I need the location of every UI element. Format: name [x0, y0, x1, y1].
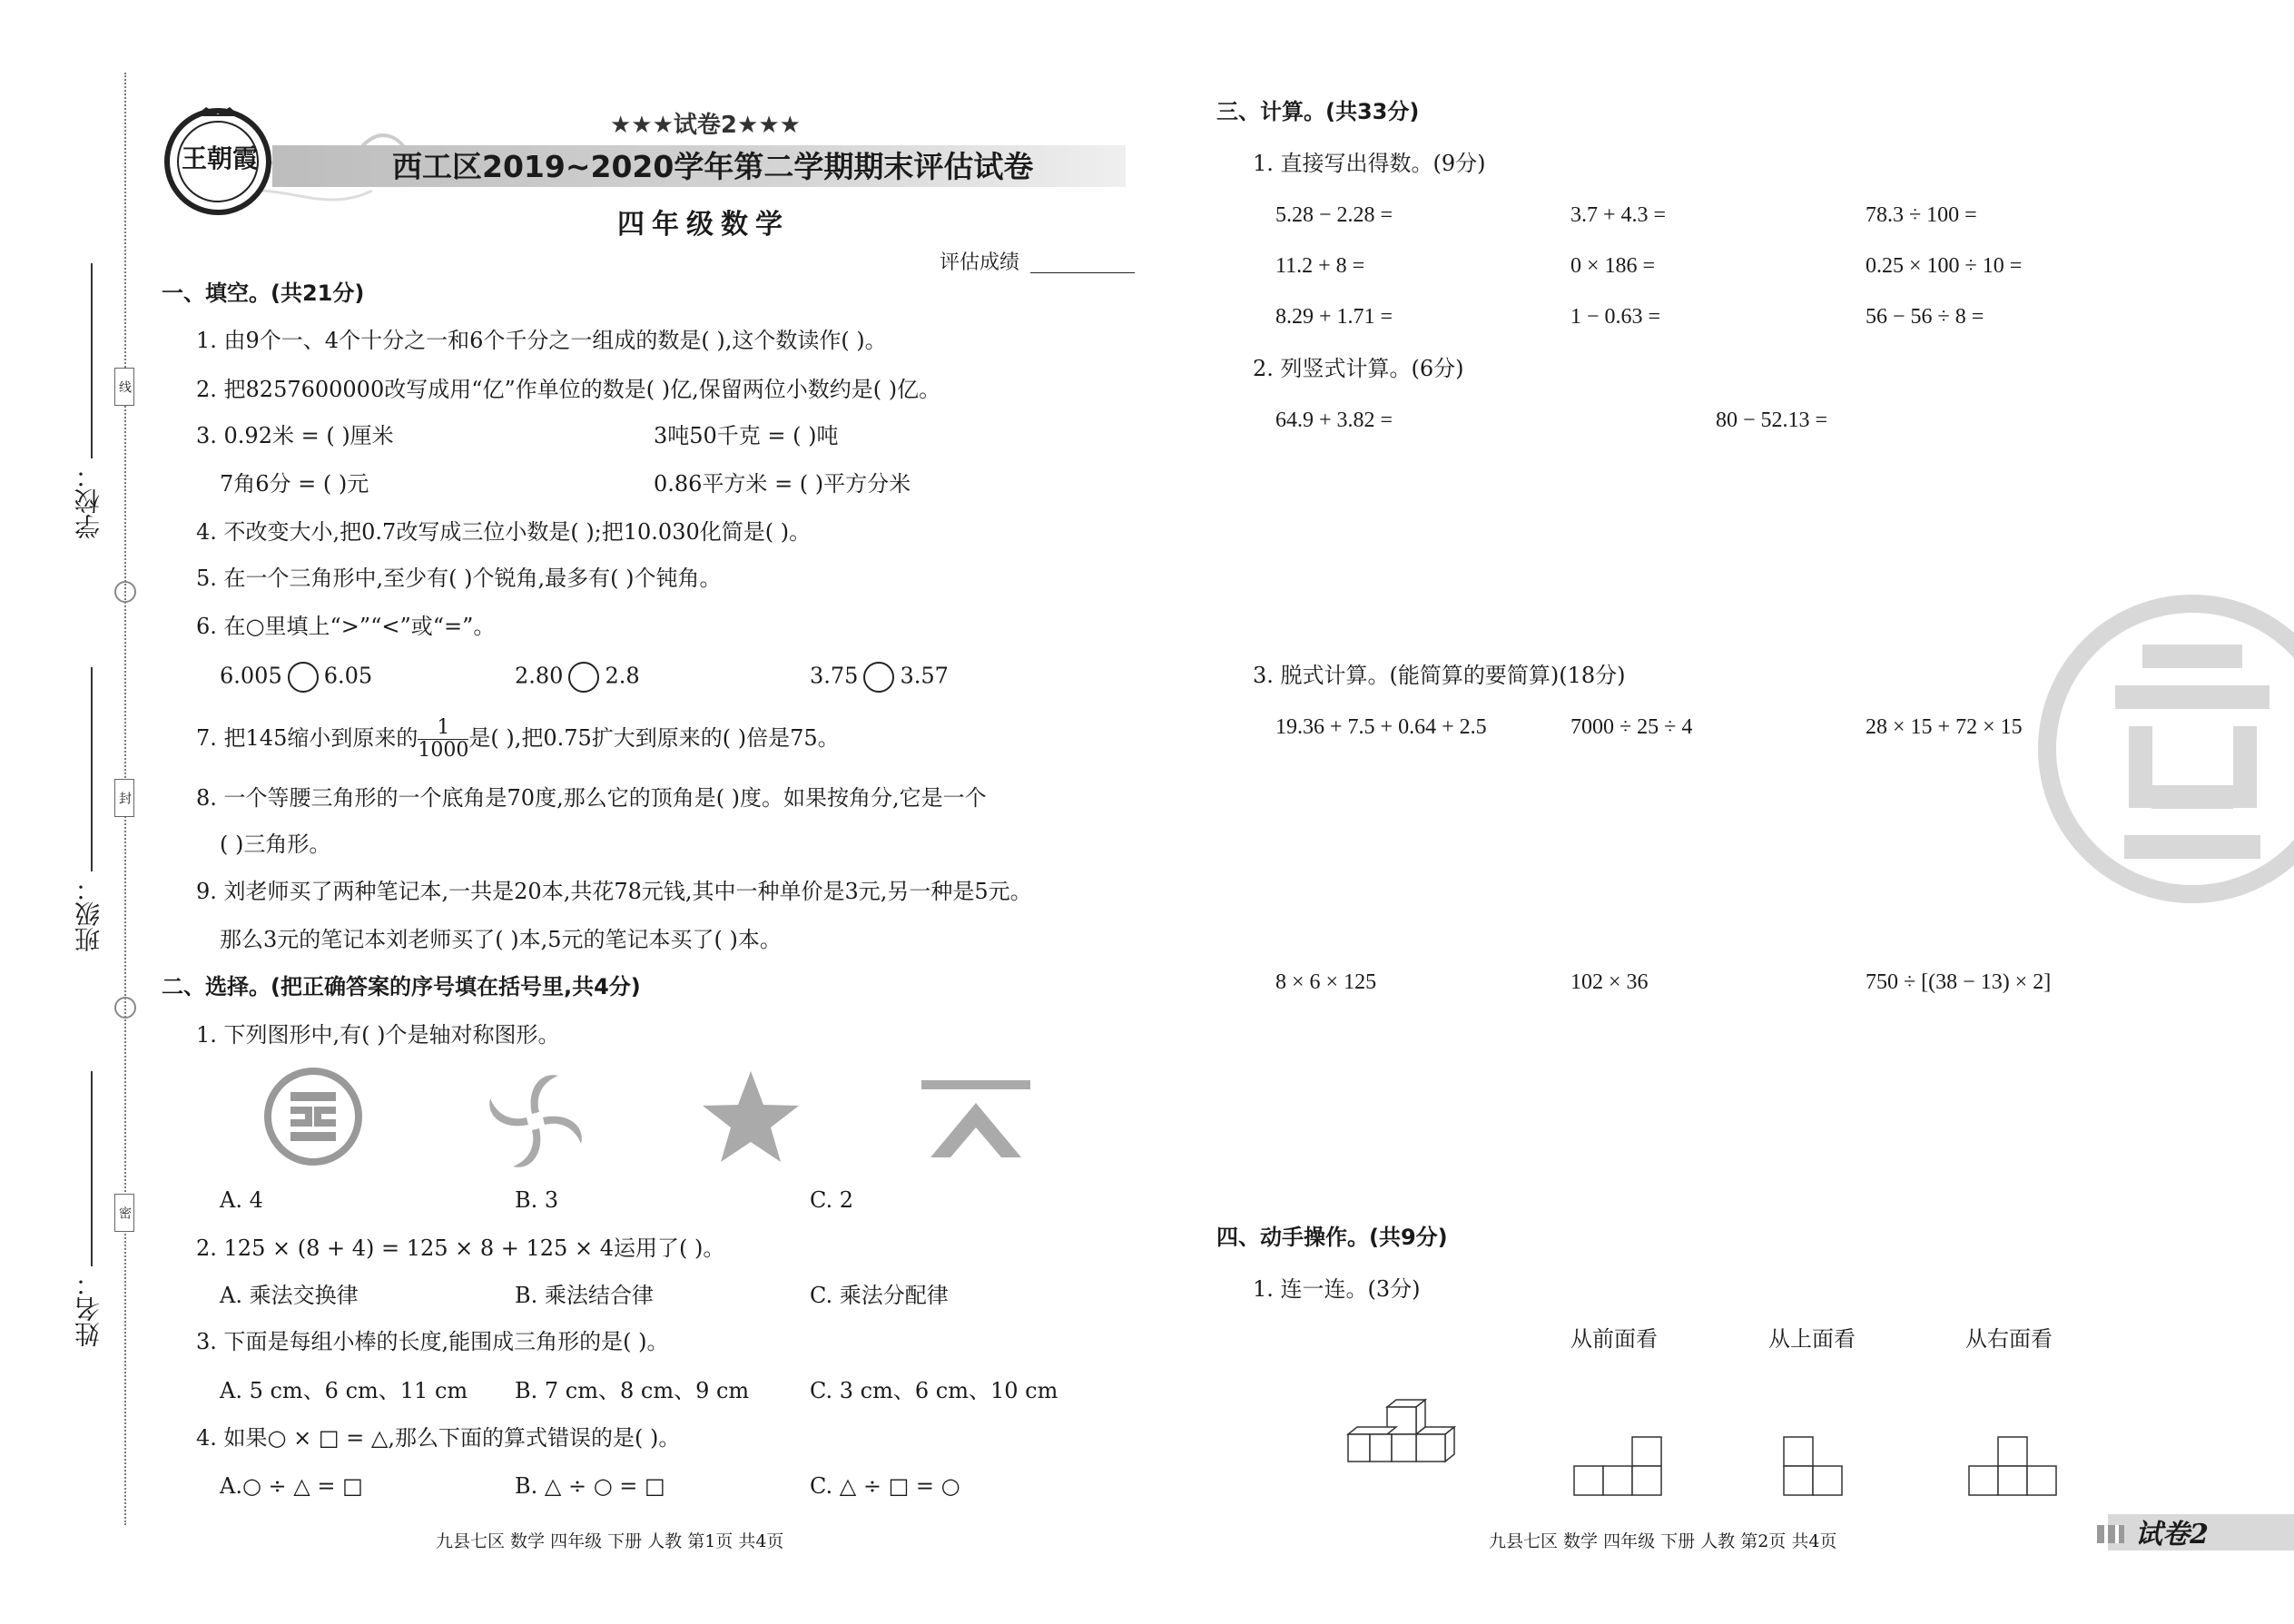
s2-q3-option[interactable]: A. 5 cm、6 cm、11 cm	[220, 1378, 468, 1403]
front-view-figure-icon[interactable]	[1570, 1434, 1670, 1498]
stepwise-item: 750 ÷ [(38 − 13) × 2]	[1866, 970, 2052, 994]
s2-q2-option[interactable]: A. 乘法交换律	[220, 1283, 359, 1308]
vertical-calc-item: 64.9 + 3.82 =	[1275, 408, 1393, 432]
s1-q3c: 7角6分 = ( )元	[220, 471, 369, 497]
page-tag-squares-icon	[2097, 1525, 2124, 1543]
s2-q1: 1. 下列图形中,有( )个是轴对称图形。	[196, 1022, 560, 1048]
calc-item: 3.7 + 4.3 =	[1570, 203, 1667, 227]
compare-left: 2.80	[515, 663, 564, 689]
view-label-right: 从右面看	[1965, 1326, 2053, 1352]
class-blank	[91, 667, 93, 871]
s3-sub1: 1. 直接写出得数。(9分)	[1253, 151, 1486, 176]
s3-sub3: 3. 脱式计算。(能简算的要简算)(18分)	[1253, 663, 1626, 688]
compare-right: 3.57	[900, 663, 949, 689]
seal-mark: 封	[114, 779, 134, 817]
s1-q9a: 9. 刘老师买了两种笔记本,一共是20本,共花78元钱,其中一种单价是3元,另一种是5元。	[196, 879, 1032, 904]
s1-q7	[196, 713, 840, 763]
score-blank[interactable]	[1030, 272, 1135, 273]
binding-knot-icon	[114, 997, 136, 1019]
calc-item: 11.2 + 8 =	[1275, 254, 1365, 278]
s2-q1-option[interactable]: B. 3	[515, 1187, 559, 1213]
s1-q3a: 3. 0.92米 = ( )厘米	[196, 423, 394, 448]
s1-q8a: 8. 一个等腰三角形的一个底角是70度,那么它的顶角是( )度。如果按角分,它是一个	[196, 785, 987, 811]
s2-q2: 2. 125 × (8 + 4) = 125 × 8 + 125 × 4运用了( )。	[196, 1235, 725, 1261]
name-label: 姓名：	[74, 1271, 103, 1347]
line-mark: 线	[114, 368, 134, 406]
compare-item	[220, 662, 372, 693]
compare-left: 3.75	[810, 663, 859, 689]
s2-q4-option[interactable]: A.○ ÷ △ = □	[220, 1473, 363, 1499]
s3-sub2: 2. 列竖式计算。(6分)	[1253, 356, 1464, 381]
compare-item	[810, 662, 949, 693]
stepwise-item: 28 × 15 + 72 × 15	[1866, 715, 2023, 739]
s2-q3-option[interactable]: B. 7 cm、8 cm、9 cm	[515, 1378, 750, 1403]
s2-q4: 4. 如果○ × □ = △,那么下面的算式错误的是( )。	[196, 1425, 681, 1451]
s1-q9b: 那么3元的笔记本刘老师买了( )本,5元的笔记本买了( )本。	[220, 927, 782, 952]
s1-q3b: 3吨50千克 = ( )吨	[654, 423, 839, 448]
fraction-numerator: 1	[418, 717, 468, 740]
view-label-top: 从上面看	[1768, 1326, 1856, 1352]
footer-left: 九县七区 数学 四年级 下册 人教 第1页 共4页	[436, 1531, 784, 1551]
compare-right: 2.8	[605, 663, 640, 689]
logo-text: 王朝霞	[182, 143, 259, 173]
s2-q1-option[interactable]: C. 2	[810, 1187, 854, 1213]
section2-heading: 二、选择。(把正确答案的序号填在括号里,共4分)	[162, 974, 641, 999]
section1-heading: 一、填空。(共21分)	[162, 281, 365, 306]
compare-circle[interactable]	[288, 662, 319, 693]
calc-item: 0 × 186 =	[1570, 254, 1656, 278]
exam-badge: ★★★试卷2★★★	[610, 112, 801, 139]
s1-q5: 5. 在一个三角形中,至少有( )个锐角,最多有( )个钝角。	[196, 566, 722, 591]
s1-q3d: 0.86平方米 = ( )平方分米	[654, 471, 911, 497]
exam-title: 西工区2019~2020学年第二学期期末评估试卷	[392, 149, 1034, 184]
cube-stack-figure-icon[interactable]	[1344, 1398, 1471, 1471]
section4-heading: 四、动手操作。(共9分)	[1216, 1225, 1448, 1250]
stepwise-item: 102 × 36	[1570, 970, 1649, 994]
s4-sub1: 1. 连一连。(3分)	[1253, 1276, 1421, 1302]
pinwheel-figure-icon	[481, 1067, 590, 1176]
class-label: 班级：	[74, 876, 103, 952]
score-label: 评估成绩	[940, 251, 1020, 274]
s2-q4-option[interactable]: C. △ ÷ □ = ○	[810, 1473, 960, 1499]
view-label-front: 从前面看	[1570, 1326, 1658, 1352]
right-view-figure-icon[interactable]	[1965, 1434, 2065, 1498]
calc-item: 0.25 × 100 ÷ 10 =	[1866, 254, 2023, 278]
secret-watermark-icon	[2024, 581, 2294, 917]
top-view-figure-icon[interactable]	[1779, 1434, 1852, 1498]
fraction	[418, 717, 468, 762]
calc-item: 5.28 − 2.28 =	[1275, 203, 1393, 227]
s1-q7-pre: 7. 把145缩小到原来的	[196, 725, 418, 751]
fraction-denominator: 1000	[418, 739, 469, 762]
s1-q2: 2. 把8257600000改写成用“亿”作单位的数是( )亿,保留两位小数约是( )亿。	[196, 377, 941, 402]
name-blank	[91, 1071, 93, 1266]
s1-q4: 4. 不改变大小,把0.7改写成三位小数是( );把10.030化简是( )。	[196, 519, 812, 545]
s1-q1: 1. 由9个一、4个十分之一和6个千分之一组成的数是( ),这个数读作( )。	[196, 328, 887, 353]
exam-subtitle: 四年级数学	[617, 209, 790, 241]
s1-q7-post: 是( ),把0.75扩大到原来的( )倍是75。	[468, 725, 840, 751]
compare-circle[interactable]	[568, 662, 599, 693]
compare-right: 6.05	[323, 663, 373, 689]
secret-mark: 密	[114, 1194, 134, 1232]
vertical-calc-item: 80 − 52.13 =	[1716, 408, 1828, 432]
s2-q3: 3. 下面是每组小棒的长度,能围成三角形的是( )。	[196, 1329, 669, 1354]
page-tag-label: 试卷2	[2135, 1519, 2209, 1550]
s1-q6: 6. 在○里填上“>”“<”或“=”。	[196, 614, 496, 639]
s2-q4-option[interactable]: B. △ ÷ ○ = □	[515, 1473, 665, 1499]
calc-item: 78.3 ÷ 100 =	[1866, 203, 1977, 227]
binding-knot-icon	[114, 581, 136, 603]
s1-q8b: ( )三角形。	[220, 832, 331, 857]
calc-item: 56 − 56 ÷ 8 =	[1866, 305, 1984, 329]
s2-q2-option[interactable]: B. 乘法结合律	[515, 1283, 654, 1308]
compare-circle[interactable]	[863, 662, 894, 693]
calc-item: 1 − 0.63 =	[1570, 305, 1661, 329]
school-label: 学校：	[74, 463, 103, 539]
bridge-figure-icon	[921, 1080, 1030, 1157]
compare-item	[515, 662, 640, 693]
calc-item: 8.29 + 1.71 =	[1275, 305, 1393, 329]
stepwise-item: 8 × 6 × 125	[1275, 970, 1377, 994]
footer-right: 九县七区 数学 四年级 下册 人教 第2页 共4页	[1489, 1531, 1837, 1551]
compare-left: 6.005	[220, 663, 282, 689]
section3-heading: 三、计算。(共33分)	[1216, 99, 1420, 124]
s2-q1-option[interactable]: A. 4	[220, 1187, 263, 1213]
stepwise-item: 7000 ÷ 25 ÷ 4	[1570, 715, 1693, 739]
bank-logo-figure-icon	[263, 1067, 363, 1166]
school-blank	[91, 263, 93, 458]
s2-q3-option[interactable]: C. 3 cm、6 cm、10 cm	[810, 1378, 1058, 1403]
star-figure-icon	[699, 1067, 803, 1171]
stepwise-item: 19.36 + 7.5 + 0.64 + 2.5	[1275, 715, 1487, 739]
s2-q2-option[interactable]: C. 乘法分配律	[810, 1283, 949, 1308]
